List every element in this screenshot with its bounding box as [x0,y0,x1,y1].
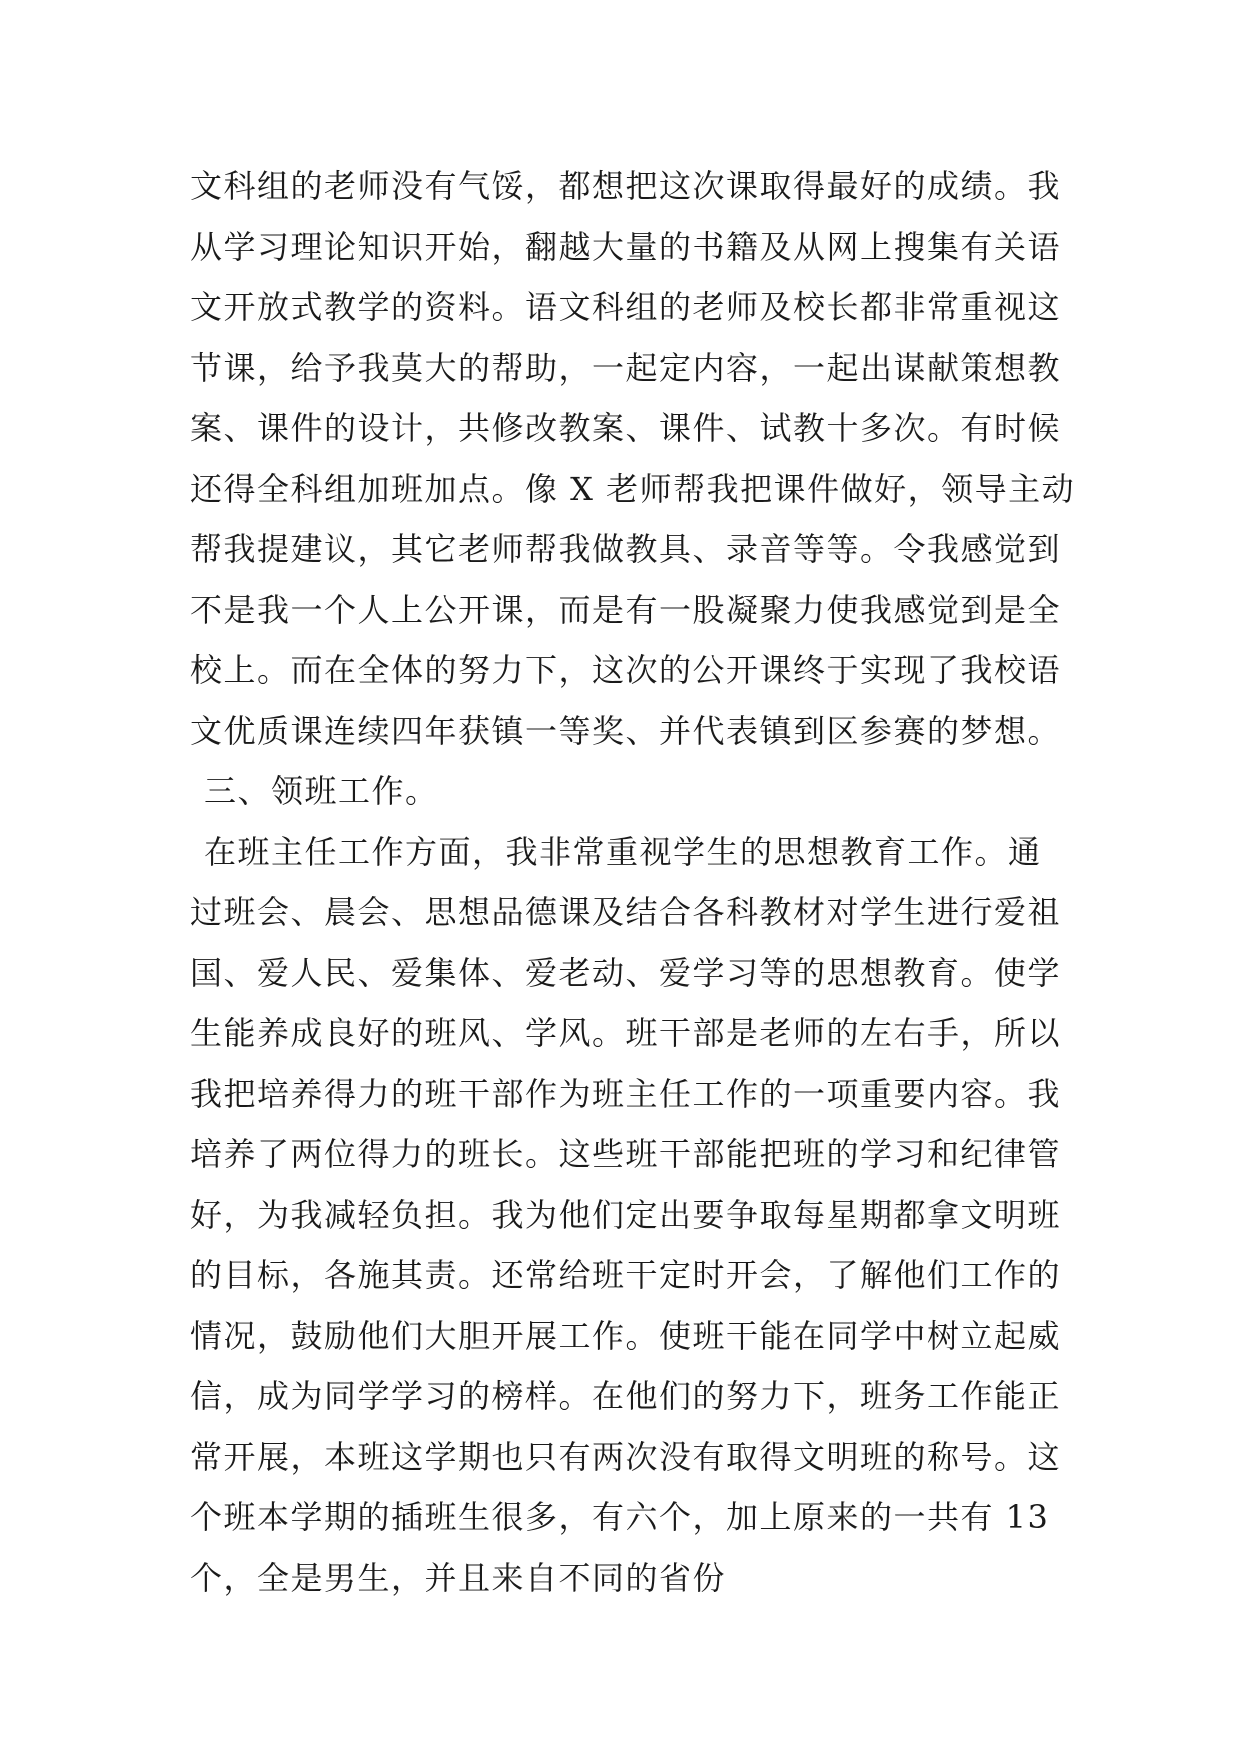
text-line: 个，全是男生，并且来自不同的省份 [190,1558,727,1597]
body-text [190,156,1090,1608]
text-line: 案、课件的设计，共修改教案、课件、试教十多次。有时候 [190,409,1062,447]
text-line: 还得全科组加班加点。像 X 老师帮我把课件做好，领导主动 [190,469,1076,508]
text-line: 从学习理论知识开始，翻越大量的书籍及从网上搜集有关语 [190,227,1062,266]
text-line: 校上。而在全体的努力下，这次的公开课终于实现了我校语 [190,651,1062,689]
text-line: 在班主任工作方面，我非常重视学生的思想教育工作。通 [204,832,1042,871]
text-line: 培养了两位得力的班长。这些班干部能把班的学习和纪律管 [190,1135,1062,1173]
text-line: 文开放式教学的资料。语文科组的老师及校长都非常重视这 [190,288,1062,326]
text-line: 信，成为同学学习的榜样。在他们的努力下，班务工作能正 [190,1377,1062,1415]
text-line: 的目标，各施其责。还常给班干定时开会，了解他们工作的 [190,1256,1062,1294]
text-line: 文科组的老师没有气馁，都想把这次课取得最好的成绩。我 [190,167,1062,205]
text-line: 个班本学期的插班生很多，有六个，加上原来的一共有 13 [190,1498,1050,1536]
text-line: 过班会、晨会、思想品德课及结合各科教材对学生进行爱祖 [190,893,1062,931]
text-line: 生能养成良好的班风、学风。班干部是老师的左右手，所以 [190,1014,1062,1052]
text-line: 常开展，本班这学期也只有两次没有取得文明班的称号。这 [190,1437,1062,1476]
text-line: 不是我一个人上公开课，而是有一股凝聚力使我感觉到是全 [190,590,1062,629]
section-heading: 三、领班工作。 [204,772,439,810]
text-line: 帮我提建议，其它老师帮我做教具、录音等等。令我感觉到 [190,530,1062,568]
text-line: 国、爱人民、爱集体、爱老动、爱学习等的思想教育。使学 [190,953,1062,992]
text-line: 情况，鼓励他们大胆开展工作。使班干能在同学中树立起威 [190,1316,1062,1355]
text-line: 文优质课连续四年获镇一等奖、并代表镇到区参赛的梦想。 [190,711,1062,750]
text-line: 节课，给予我莫大的帮助，一起定内容，一起出谋献策想教 [190,348,1062,387]
text-line: 我把培养得力的班干部作为班主任工作的一项重要内容。我 [190,1074,1062,1113]
text-line: 好，为我减轻负担。我为他们定出要争取每星期都拿文明班 [190,1195,1062,1234]
